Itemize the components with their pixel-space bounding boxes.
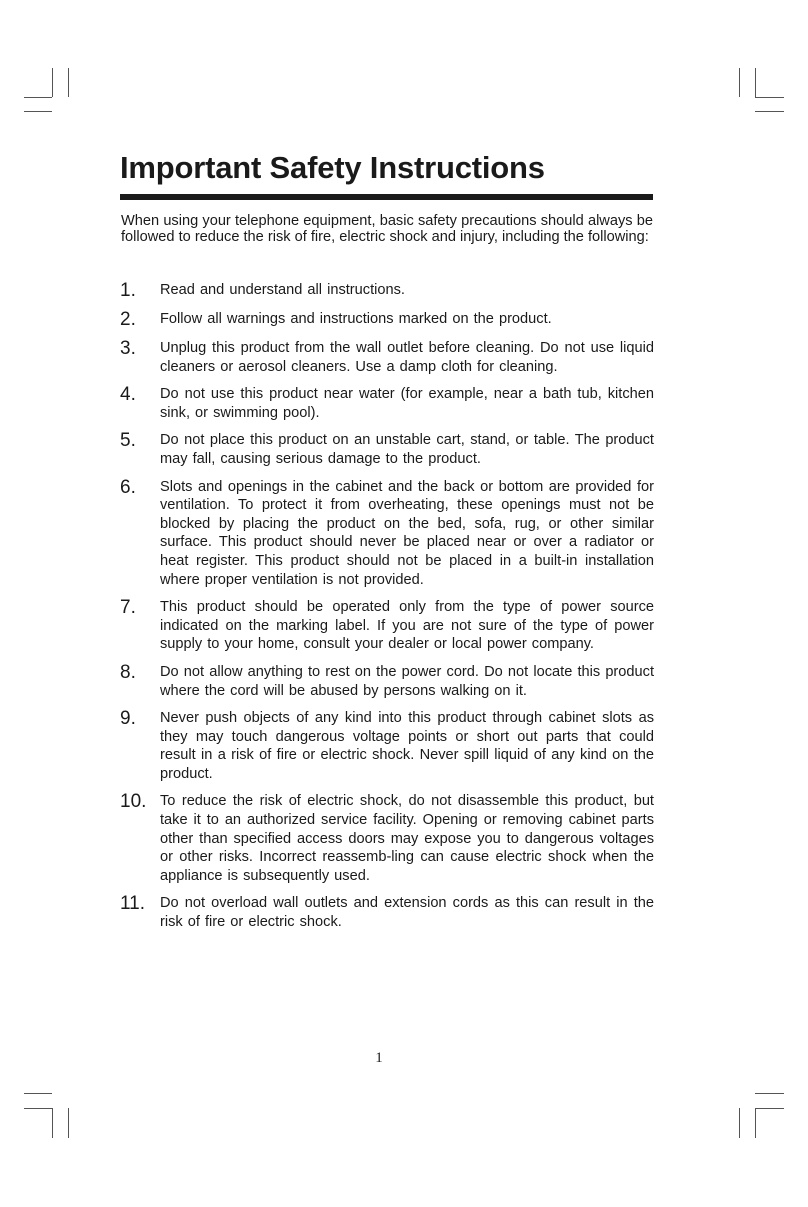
crop-mark-bottom-right-v1 (739, 1108, 740, 1138)
crop-mark-bottom-right-h2 (755, 1108, 784, 1109)
list-item (120, 385, 654, 422)
item-number: 8. (120, 661, 136, 683)
list-item (120, 894, 654, 931)
list-item (120, 792, 654, 885)
item-text: To reduce the risk of electric shock, do not disassemble this product, but take it to an authorized service facility. Opening or removing cabinet parts other than specified access doors may expose you to dangerous voltages or other risks. Incorrect reassemb-ling can cause electric shock when the appliance is subsequently used. (160, 793, 654, 884)
list-item (120, 478, 654, 590)
crop-mark-bottom-left-h1 (24, 1093, 52, 1094)
crop-mark-top-right-v1 (739, 68, 740, 97)
crop-mark-bottom-left-v2 (68, 1108, 69, 1138)
item-number: 4. (120, 384, 136, 406)
list-item (120, 310, 654, 329)
crop-mark-bottom-right-h1 (755, 1093, 784, 1094)
list-item (120, 709, 654, 783)
item-text: Never push objects of any kind into this product through cabinet slots as they may touch dangerous voltage points or short out parts that could result in a risk of fire or electric shock. Never spill liquid of any kind on the product. (160, 710, 654, 782)
crop-mark-bottom-left-h2 (24, 1108, 52, 1109)
list-item (120, 281, 654, 300)
list-item (120, 663, 654, 700)
page-title: Important Safety Instructions (120, 150, 545, 185)
item-number: 10. (120, 791, 147, 813)
item-number: 11. (120, 893, 146, 915)
page-number: 1 (375, 1050, 383, 1066)
list-item (120, 339, 654, 376)
item-number: 9. (120, 708, 136, 730)
list-item (120, 431, 654, 468)
item-number: 5. (120, 430, 136, 452)
crop-mark-top-left-v1 (52, 68, 53, 97)
item-number: 2. (120, 309, 136, 330)
item-text: Do not use this product near water (for example, near a bath tub, kitchen sink, or swimming pool). (160, 386, 654, 421)
item-number: 3. (120, 338, 136, 359)
instruction-list (120, 281, 654, 932)
item-number: 7. (120, 597, 136, 619)
item-number: 6. (120, 476, 136, 498)
crop-mark-bottom-left-v1 (52, 1108, 53, 1138)
crop-mark-top-right-h2 (755, 111, 784, 112)
item-text: Follow all warnings and instructions marked on the product. (160, 311, 552, 327)
intro-paragraph: When using your telephone equipment, basic safety precautions should always be followed to reduce the risk of fire, electric shock and injury, including the following: (121, 213, 653, 245)
item-text: Read and understand all instructions. (160, 282, 405, 298)
crop-mark-top-left-h2 (24, 111, 52, 112)
item-text: Do not allow anything to rest on the power cord. Do not locate this product where the cord will be abused by persons walking on it. (160, 663, 654, 699)
item-number: 1. (120, 280, 136, 301)
crop-mark-top-right-v2 (755, 68, 756, 97)
crop-mark-bottom-right-v2 (755, 1108, 756, 1138)
crop-mark-top-left-v2 (68, 68, 69, 97)
crop-mark-top-left-h1 (24, 97, 52, 98)
item-text: Do not place this product on an unstable cart, stand, or table. The product may fall, causing serious damage to the product. (160, 432, 654, 467)
crop-mark-top-right-h1 (755, 97, 784, 98)
item-text: Do not overload wall outlets and extension cords as this can result in the risk of fire or electric shock. (160, 895, 654, 931)
title-rule (120, 194, 653, 200)
item-text: Unplug this product from the wall outlet before cleaning. Do not use liquid cleaners or aerosol cleaners. Use a damp cloth for cleaning. (160, 340, 654, 375)
list-item (120, 598, 654, 654)
item-text: Slots and openings in the cabinet and the back or bottom are provided for ventilation. To protect it from overheating, these openings must not be blocked by placing the product on the bed, sofa, rug, or other similar surface. This product should never be placed near or over a radiator or heat register. This product should not be placed in a built-in installation where proper ventilation is not provided. (160, 478, 654, 588)
item-text: This product should be operated only from the type of power source indicated on the marking label. If you are not sure of the type of power supply to your home, consult your dealer or local power company. (160, 599, 654, 653)
